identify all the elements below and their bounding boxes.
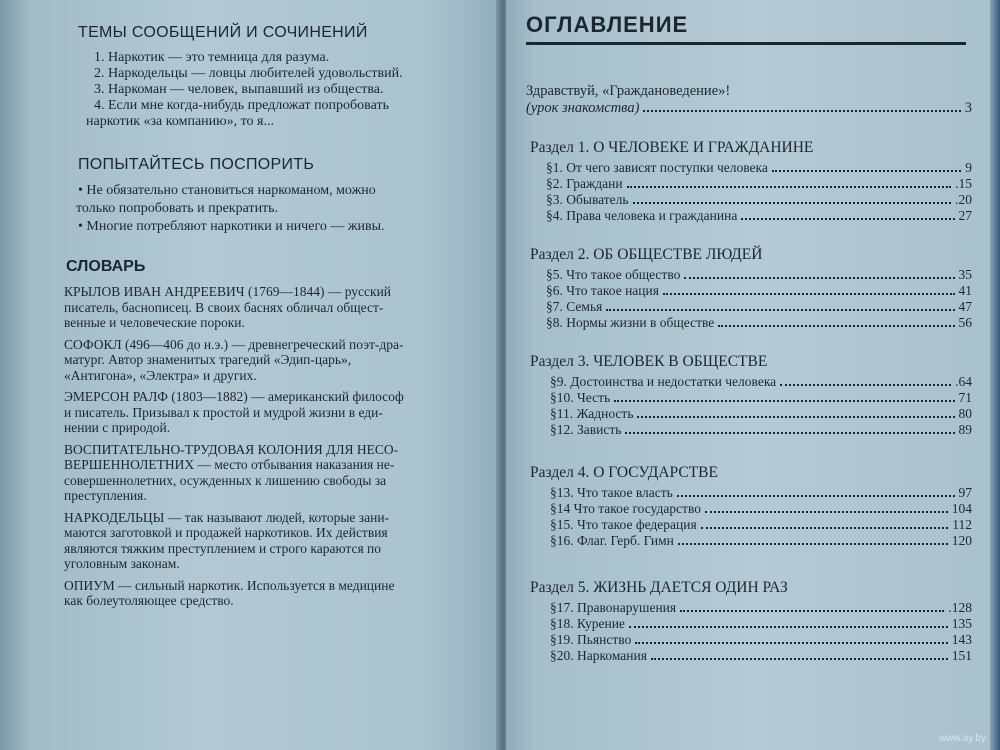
toc-item-label: §4. Права человека и гражданина bbox=[546, 208, 738, 223]
leader-dots bbox=[678, 542, 948, 545]
toc-title: ОГЛАВЛЕНИЕ bbox=[526, 12, 689, 37]
toc-item-label: §3. Обыватель bbox=[546, 192, 629, 207]
bullet-item: • Не обязательно становиться наркоманом, можно bbox=[78, 183, 376, 198]
leader-dots bbox=[663, 292, 955, 295]
dictionary-entry bbox=[64, 442, 474, 504]
toc-row bbox=[550, 485, 972, 501]
toc-item-label: §9. Достоинства и недостатки человека bbox=[550, 374, 777, 389]
toc-row bbox=[550, 533, 972, 549]
page-number: 56 bbox=[958, 315, 972, 330]
topics-list bbox=[64, 50, 474, 130]
book-cover-edge-right bbox=[990, 0, 1000, 750]
toc-sections bbox=[530, 139, 972, 664]
toc-row bbox=[550, 422, 972, 438]
leader-dots bbox=[680, 609, 944, 612]
page-number: 41 bbox=[958, 283, 972, 298]
leader-dots bbox=[684, 276, 954, 279]
page-number: 112 bbox=[952, 517, 972, 532]
page-number: .64 bbox=[955, 374, 972, 389]
list-item-continuation: наркотик «за компанию», то я... bbox=[86, 114, 274, 129]
dictionary-entry-line: ВОСПИТАТЕЛЬНО-ТРУДОВАЯ КОЛОНИЯ ДЛЯ НЕСО- bbox=[64, 441, 399, 457]
toc-section-title: Раздел 3. ЧЕЛОВЕК В ОБЩЕСТВЕ bbox=[530, 353, 768, 370]
dictionary-entry-line: НАРКОДЕЛЬЦЫ — так называют людей, которые зани- bbox=[64, 509, 390, 525]
page-number: 135 bbox=[951, 616, 972, 631]
topics-title: ТЕМЫ СООБЩЕНИЙ И СОЧИНЕНИЙ bbox=[78, 24, 368, 41]
toc-row bbox=[550, 517, 972, 533]
right-page bbox=[506, 0, 1000, 750]
toc-row bbox=[546, 299, 972, 315]
dictionary-entry-line: «Антигона», «Электра» и других. bbox=[64, 367, 257, 383]
toc-row bbox=[550, 406, 972, 422]
toc-item-label: §7. Семья bbox=[546, 299, 603, 314]
page-number: 71 bbox=[958, 390, 972, 405]
argue-title: ПОПЫТАЙТЕСЬ ПОСПОРИТЬ bbox=[78, 156, 315, 173]
toc-item-label: §8. Нормы жизни в обществе bbox=[546, 315, 715, 330]
dictionary-entry-line: уголовным законам. bbox=[64, 556, 180, 571]
leader-dots bbox=[625, 431, 954, 434]
toc-row bbox=[546, 315, 972, 331]
toc-item-label: §19. Пьянство bbox=[550, 632, 632, 647]
dictionary-entry bbox=[64, 578, 474, 609]
toc-item-label: §17. Правонарушения bbox=[550, 600, 677, 615]
toc-row bbox=[550, 600, 972, 616]
toc-section-title: Раздел 1. О ЧЕЛОВЕКЕ И ГРАЖДАНИНЕ bbox=[530, 139, 814, 156]
toc-intro bbox=[526, 83, 972, 117]
toc-item-label: §12. Зависть bbox=[550, 422, 622, 437]
leader-dots bbox=[718, 324, 954, 327]
leader-dots bbox=[677, 494, 955, 497]
toc-item-label: §18. Курение bbox=[550, 616, 625, 631]
dictionary-entry-line: совершеннолетних, осужденных к лишению свободы за bbox=[64, 472, 387, 488]
page-number: 9 bbox=[965, 160, 972, 175]
page-number: 80 bbox=[958, 406, 972, 421]
list-item: 3. Наркоман — человек, выпавший из общества. bbox=[94, 82, 384, 97]
page-number: .128 bbox=[948, 600, 972, 615]
dictionary-entry-line: как болеутоляющее средство. bbox=[64, 593, 234, 608]
page-number: .20 bbox=[955, 192, 972, 207]
leader-dots bbox=[772, 169, 961, 172]
leader-dots bbox=[643, 109, 960, 112]
toc-row bbox=[546, 192, 972, 208]
toc-row bbox=[546, 160, 972, 176]
toc-item-label: §6. Что такое нация bbox=[546, 283, 659, 298]
toc-item-label: §1. От чего зависят поступки человека bbox=[546, 160, 768, 175]
toc-item-label: §20. Наркомания bbox=[550, 648, 647, 663]
dictionary-entry-line: ОПИУМ — сильный наркотик. Используется в медицине bbox=[64, 577, 395, 593]
page-number: 120 bbox=[951, 533, 972, 548]
toc-section-title: Раздел 2. ОБ ОБЩЕСТВЕ ЛЮДЕЙ bbox=[530, 246, 763, 263]
page-number: 89 bbox=[958, 422, 972, 437]
toc-row bbox=[546, 208, 972, 224]
leader-dots bbox=[614, 399, 954, 402]
list-item: 2. Наркодельцы — ловцы любителей удовольствий. bbox=[94, 66, 403, 81]
leader-dots bbox=[701, 526, 949, 529]
dictionary-entry-line: венные и человеческие пороки. bbox=[64, 315, 245, 330]
toc-row bbox=[550, 616, 972, 632]
toc-title-rule bbox=[526, 42, 966, 45]
leader-dots bbox=[741, 217, 954, 220]
dictionary-entry bbox=[64, 284, 474, 331]
page-number: 97 bbox=[958, 485, 972, 500]
page-number: 3 bbox=[964, 100, 972, 116]
leader-dots bbox=[606, 308, 954, 311]
toc-item-label: §5. Что такое общество bbox=[546, 267, 681, 282]
toc-row bbox=[526, 100, 972, 117]
leader-dots bbox=[629, 625, 948, 628]
dictionary-entry bbox=[64, 510, 474, 572]
dictionary-entry-line: матург. Автор знаменитых трагедий «Эдип-царь», bbox=[64, 352, 352, 367]
toc-row bbox=[550, 374, 972, 390]
list-item: 1. Наркотик — это темница для разума. bbox=[94, 50, 330, 65]
dictionary-entry-line: маются заготовкой и продажей наркотиков. Их действия bbox=[64, 525, 388, 540]
toc-section-title: Раздел 5. ЖИЗНЬ ДАЕТСЯ ОДИН РАЗ bbox=[530, 579, 788, 596]
leader-dots bbox=[635, 641, 947, 644]
toc-item-label: §15. Что такое федерация bbox=[550, 517, 697, 532]
watermark: www.ay.by bbox=[938, 733, 986, 744]
toc-item-label: §14 Что такое государство bbox=[550, 501, 701, 516]
leader-dots bbox=[627, 185, 952, 188]
dictionary-entry bbox=[64, 337, 474, 384]
dictionary-entries bbox=[64, 284, 474, 609]
dictionary-entry-line: преступления. bbox=[64, 488, 147, 503]
bullet-item-continuation: только попробовать и прекратить. bbox=[76, 201, 279, 216]
leader-dots bbox=[705, 510, 948, 513]
intro-line: Здравствуй, «Граждановедение»! bbox=[526, 83, 731, 99]
toc-item-label: §10. Честь bbox=[550, 390, 611, 405]
page-number: 47 bbox=[958, 299, 972, 314]
page-number: 35 bbox=[958, 267, 972, 282]
page-number: 27 bbox=[958, 208, 972, 223]
dictionary-entry-line: ВЕРШЕННОЛЕТНИХ — место отбывания наказания не- bbox=[64, 457, 395, 472]
page-number: 151 bbox=[951, 648, 972, 663]
leader-dots bbox=[633, 201, 952, 204]
toc-row bbox=[550, 501, 972, 517]
dictionary-entry-line: СОФОКЛ (496—406 до н.э.) — древнегреческий поэт-дра- bbox=[64, 336, 404, 352]
page-number: 143 bbox=[951, 632, 972, 647]
bullet-item: • Многие потребляют наркотики и ничего — живы. bbox=[78, 219, 385, 234]
dictionary-title: СЛОВАРЬ bbox=[66, 258, 146, 275]
dictionary-entry-line: ЭМЕРСОН РАЛФ (1803—1882) — американский философ bbox=[64, 389, 404, 404]
page-number: .15 bbox=[955, 176, 972, 191]
list-item: 4. Если мне когда-нибудь предложат попробовать bbox=[94, 98, 389, 113]
dictionary-entry-line: и писатель. Призывал к простой и мудрой жизни в еди- bbox=[64, 404, 383, 420]
toc-row bbox=[550, 390, 972, 406]
toc-item-label: §16. Флаг. Герб. Гимн bbox=[550, 533, 674, 548]
toc-row bbox=[550, 648, 972, 664]
argue-list bbox=[64, 182, 474, 236]
toc-row bbox=[546, 176, 972, 192]
toc-row bbox=[546, 267, 972, 283]
page-number: 104 bbox=[951, 501, 972, 516]
leader-dots bbox=[780, 383, 951, 386]
dictionary-entry-line: КРЫЛОВ ИВАН АНДРЕЕВИЧ (1769—1844) — русский bbox=[64, 284, 392, 299]
toc-item-label: §2. Граждани bbox=[546, 176, 623, 191]
leader-dots bbox=[637, 415, 954, 418]
toc-section-title: Раздел 4. О ГОСУДАРСТВЕ bbox=[530, 464, 718, 481]
toc-row bbox=[546, 283, 972, 299]
dictionary-entry-line: писатель, баснописец. В своих баснях обличал общест- bbox=[64, 299, 384, 315]
leader-dots bbox=[651, 657, 948, 660]
dictionary-entry bbox=[64, 389, 474, 436]
toc-row bbox=[550, 632, 972, 648]
dictionary-entry-line: являются тяжким преступлением и строго караются по bbox=[64, 540, 382, 556]
intro-subtitle: (урок знакомства) bbox=[526, 100, 640, 116]
toc-item-label: §11. Жадность bbox=[550, 406, 634, 421]
toc-item-label: §13. Что такое власть bbox=[550, 485, 673, 500]
dictionary-entry-line: нении с природой. bbox=[64, 420, 171, 435]
